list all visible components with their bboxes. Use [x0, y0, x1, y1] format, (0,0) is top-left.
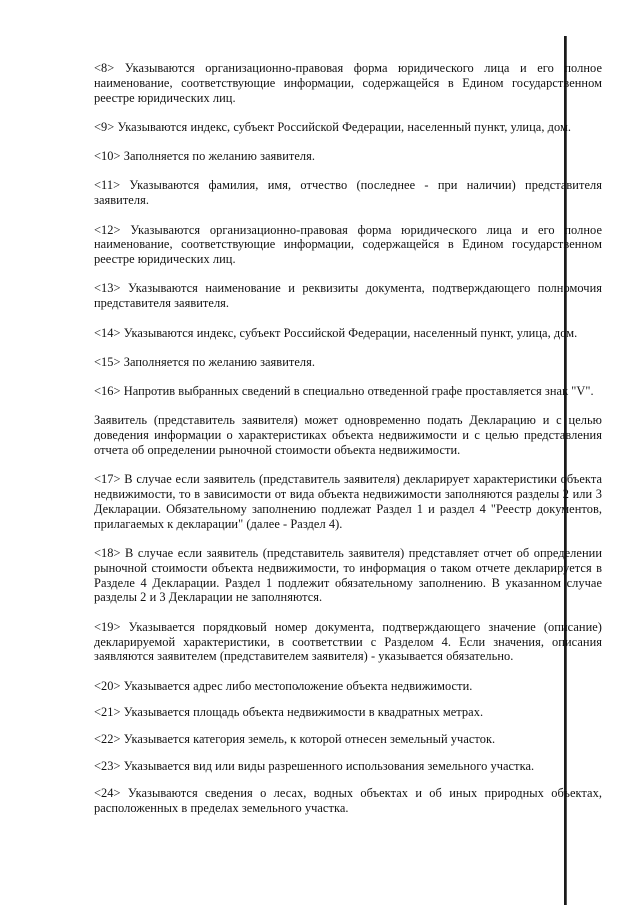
footnote-13: <13> Указываются наименование и реквизиты документа, подтверждающего полномочия представителя заявителя. — [94, 281, 602, 311]
footnote-19: <19> Указывается порядковый номер документа, подтверждающего значение (описание) декларируемой характеристики, в соответствии с Разделом 4. Если значения, описания заявляются заявителем (представителем заявителя) - указывается обязательно. — [94, 619, 602, 664]
footnote-21: <21> Указывается площадь объекта недвижимости в квадратных метрах. — [94, 705, 484, 720]
footnote-9: <9> Указываются индекс, субъект Российской Федерации, населенный пункт, улица, дом. — [94, 119, 572, 134]
footnote-22: <22> Указывается категория земель, к которой отнесен земельный участок. — [94, 732, 496, 747]
footnote-11: <11> Указываются фамилия, имя, отчество (последнее - при наличии) представителя заявителя. — [94, 178, 602, 208]
footnote-8: <8> Указываются организационно-правовая форма юридического лица и его полное наименование, соответствующие информации, содержащейся в Едином государственном реестре юридических лиц. — [94, 61, 602, 105]
footnote-14: <14> Указываются индекс, субъект Российской Федерации, населенный пункт, улица, дом. — [94, 325, 578, 340]
footnote-24: <24> Указываются сведения о лесах, водных объектах и об иных природных объектах, расположенных в пределах земельного участка. — [94, 785, 602, 815]
applicant-paragraph: Заявитель (представитель заявителя) может одновременно подать Декларацию и с целью доведения информации о характеристиках объекта недвижимости и с целью представления отчета об определении рыночной стоимости объекта недвижимости. — [94, 413, 602, 458]
footnote-15: <15> Заполняется по желанию заявителя. — [94, 354, 316, 369]
footnote-20: <20> Указывается адрес либо местоположение объекта недвижимости. — [94, 678, 473, 693]
footnote-10: <10> Заполняется по желанию заявителя. — [94, 149, 316, 164]
footnote-12: <12> Указываются организационно-правовая форма юридического лица и его полное наименование, соответствующие информации, содержащейся в Едином государственном реестре юридических лиц. — [94, 222, 602, 267]
footnote-23: <23> Указывается вид или виды разрешенного использования земельного участка. — [94, 759, 535, 773]
footnote-18: <18> В случае если заявитель (представитель заявителя) представляет отчет об определении рыночной стоимости объекта недвижимости, то информация о таком отчете декларируется в Разделе 4 Декларации. Раздел 1 подлежит обязательному заполнению. В указанном случае разделы 2 и 3 Декларации не заполняются. — [94, 546, 602, 605]
footnote-17: <17> В случае если заявитель (представитель заявителя) декларирует характеристики объекта недвижимости, то в зависимости от вида объекта недвижимости заполняются разделы 2 или 3 Декларации. Обязательному заполнению подлежат Раздел 1 и раздел 4 "Реестр документов, прилагаемых к декларации" (далее - Раздел 4). — [94, 472, 602, 531]
footnote-16: <16> Напротив выбранных сведений в специально отведенной графе проставляется знак "V". — [94, 384, 594, 399]
footnotes-list — [94, 61, 602, 830]
